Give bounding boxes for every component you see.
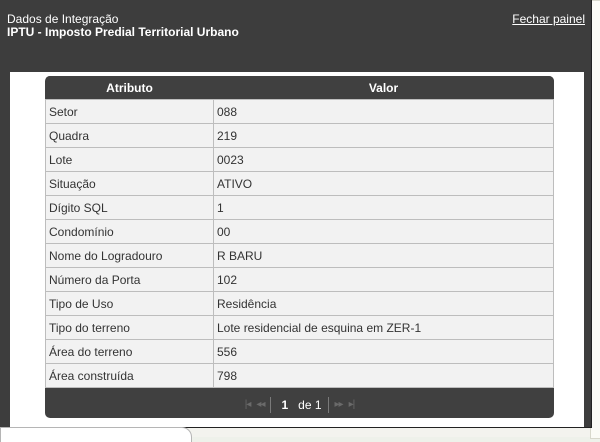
last-page-icon[interactable]: ▸| (348, 399, 355, 410)
table-row[interactable] (46, 172, 554, 196)
table-row[interactable] (46, 220, 554, 244)
table-row[interactable] (46, 316, 554, 340)
pagination-bar (45, 391, 554, 418)
table-row[interactable] (46, 124, 554, 148)
panel-top-label: Dados de Integração (7, 12, 119, 26)
table-row[interactable] (46, 100, 554, 124)
table-row[interactable] (46, 364, 554, 388)
cell-attribute: Dígito SQL (46, 196, 214, 220)
current-page: 1 (281, 397, 289, 412)
page-count: de 1 (298, 397, 322, 412)
cell-attribute: Número da Porta (46, 268, 214, 292)
pager-divider (328, 397, 329, 413)
table-row[interactable] (46, 340, 554, 364)
panel-title: IPTU - Imposto Predial Territorial Urbano (7, 25, 239, 39)
cell-value: 219 (214, 124, 554, 148)
table-row[interactable] (46, 268, 554, 292)
table-row[interactable] (46, 244, 554, 268)
cell-attribute: Área do terreno (46, 340, 214, 364)
attribute-table (45, 76, 554, 418)
cell-attribute: Setor (46, 100, 214, 124)
cell-attribute: Tipo do terreno (46, 316, 214, 340)
cell-attribute: Área construída (46, 364, 214, 388)
cell-value: Lote residencial de esquina em ZER-1 (214, 316, 554, 340)
next-page-icon[interactable]: ▸▸ (334, 399, 343, 410)
cell-attribute: Condomínio (46, 220, 214, 244)
cell-attribute: Lote (46, 148, 214, 172)
cell-value: 1 (214, 196, 554, 220)
pager-divider (270, 397, 271, 413)
prev-page-icon[interactable]: ◂◂ (256, 399, 265, 410)
cell-attribute: Nome do Logradouro (46, 244, 214, 268)
cell-value: ATIVO (214, 172, 554, 196)
table-row[interactable] (46, 292, 554, 316)
header-attribute[interactable]: Atributo (46, 76, 214, 100)
table-header-row (46, 76, 554, 100)
header-value[interactable]: Valor (214, 76, 554, 100)
cell-value: 556 (214, 340, 554, 364)
cell-value: R BARU (214, 244, 554, 268)
cell-attribute: Quadra (46, 124, 214, 148)
cell-attribute: Situação (46, 172, 214, 196)
close-panel-link[interactable]: Fechar painel (512, 12, 585, 26)
cell-value: 00 (214, 220, 554, 244)
cell-value: 088 (214, 100, 554, 124)
cell-value: 102 (214, 268, 554, 292)
bottom-tab[interactable] (0, 427, 192, 442)
cell-value: 798 (214, 364, 554, 388)
table-row[interactable] (46, 148, 554, 172)
cell-value: 0023 (214, 148, 554, 172)
cell-value: Residência (214, 292, 554, 316)
cell-attribute: Tipo de Uso (46, 292, 214, 316)
table-row[interactable] (46, 196, 554, 220)
first-page-icon[interactable]: |◂ (244, 399, 251, 410)
